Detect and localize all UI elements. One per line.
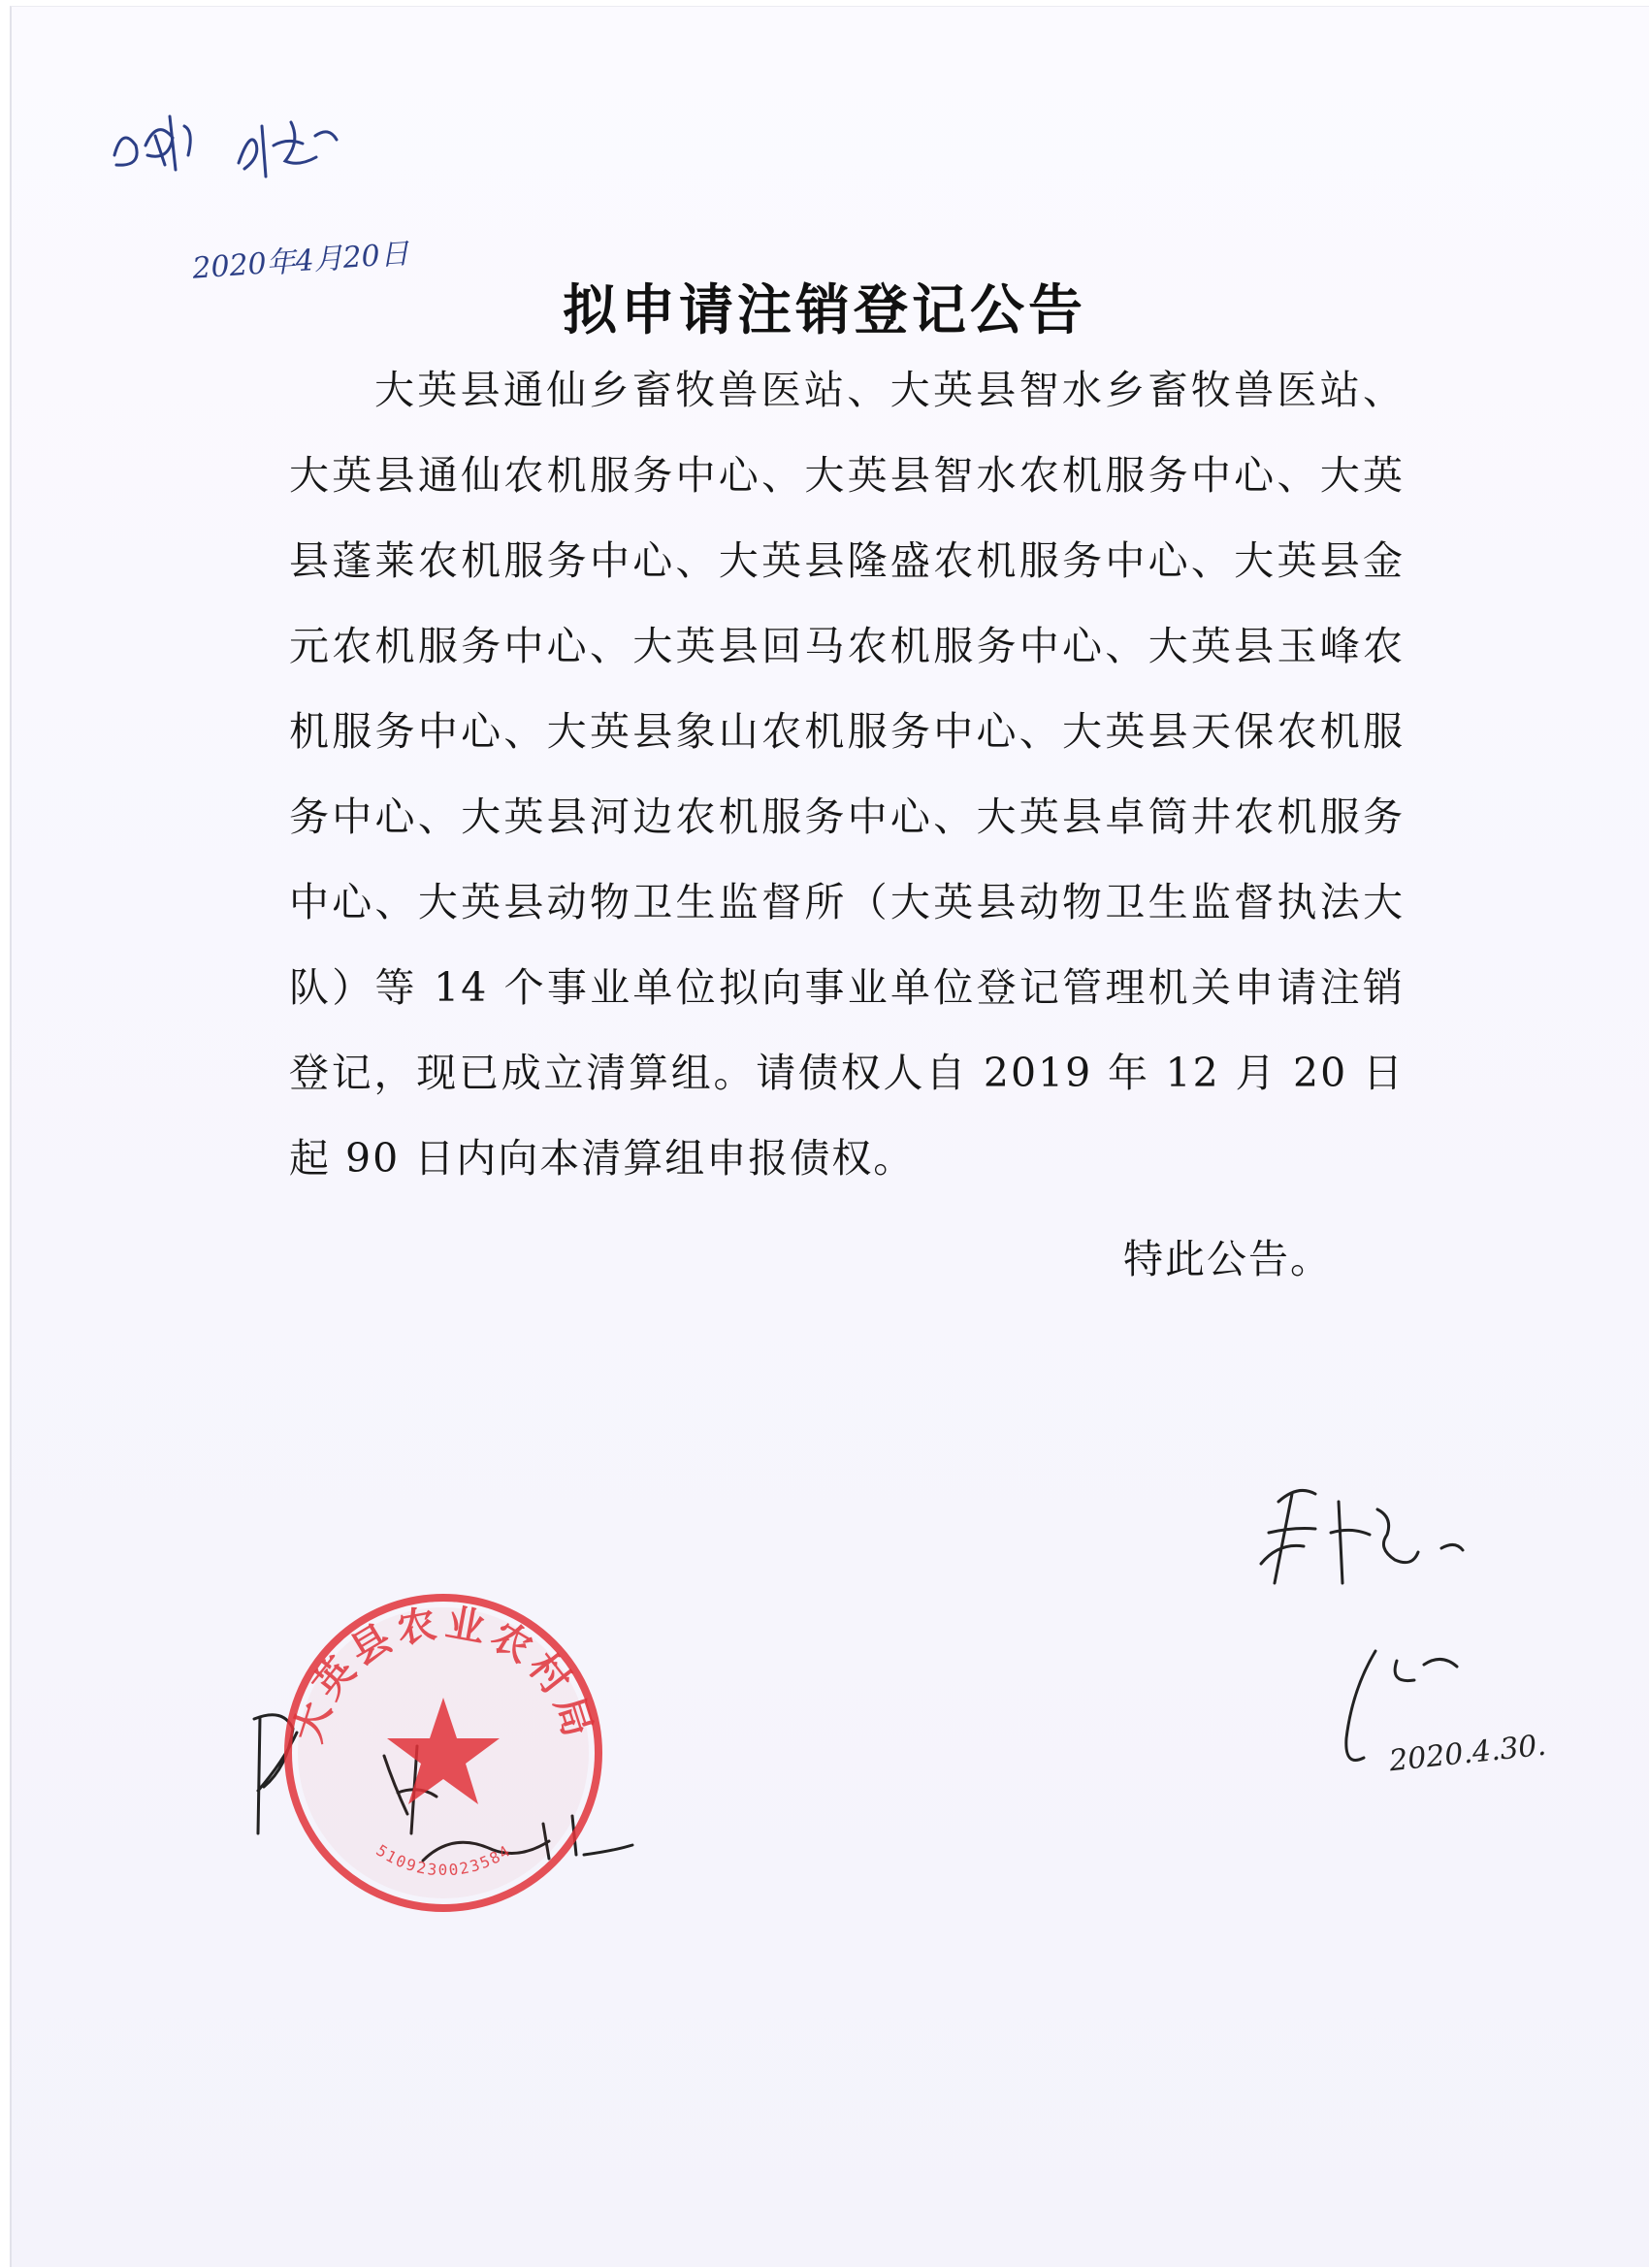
handwritten-date-bottom: 2020.4.30. [1387,1728,1548,1779]
page-title: 拟申请注销登记公告 [563,278,1086,342]
handwritten-date-top: 2020年4月20日 [191,237,410,286]
svg-text:5109230023584: 5109230023584 [372,1840,515,1880]
notice-body: 大英县通仙乡畜牧兽医站、大英县智水乡畜牧兽医站、大英县通仙农机服务中心、大英县智水农机服务中心、大英县蓬莱农机服务中心、大英县隆盛农机服务中心、大英县金元农机服务中心、大英县回马农机服务中心、大英县玉峰农机服务中心、大英县象山农机服务中心、大英县天保农机服务中心、大英县河边农机服务中心、大英县卓筒井农机服务中心、大英县动物卫生监督所（大英县动物卫生监督执法大队）等 14 个事业单位拟向事业单位登记管理机关申请注销登记，现已成立清算组。请债权人自 2019 年 12 月 20 日起 90 日内向本清算组申报债权。 [289,367,1405,1182]
official-seal [281,1591,606,1916]
notice-closing: 特此公告。 [1123,1236,1332,1282]
svg-text:大英县农业农村局: 大英县农业农村局 [285,1601,602,1748]
